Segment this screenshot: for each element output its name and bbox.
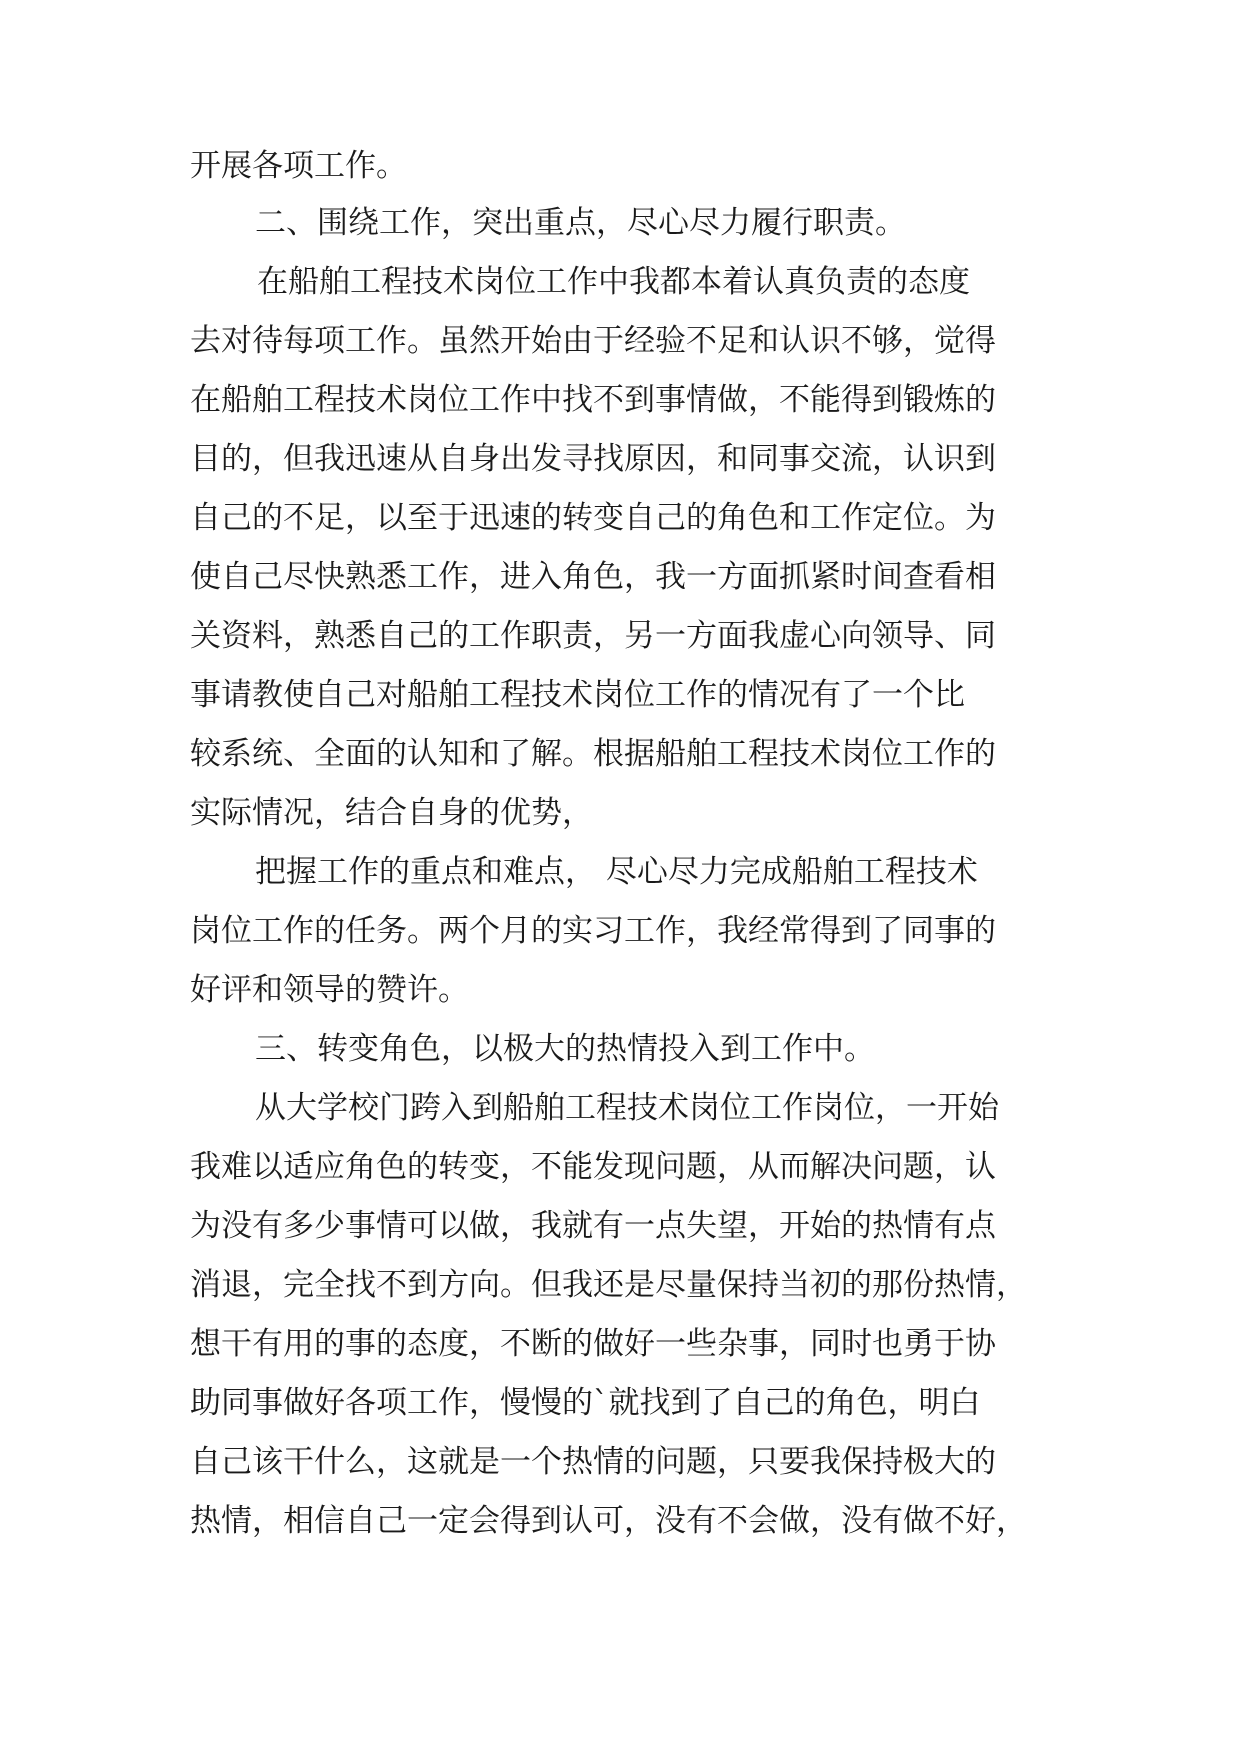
text-line: 热情，相信自己一定会得到认可，没有不会做，没有做不好，: [190, 1503, 1027, 1539]
text-line: 去对待每项工作。虽然开始由于经验不足和认识不够，觉得: [190, 323, 996, 359]
text-line: 岗位工作的任务。两个月的实习工作，我经常得到了同事的: [190, 913, 996, 949]
section-heading-3: 三、转变角色，以极大的热情投入到工作中。: [255, 1031, 875, 1067]
text-line: 在船舶工程技术岗位工作中我都本着认真负责的态度: [257, 264, 970, 300]
text-line: 开展各项工作。: [190, 148, 407, 184]
text-line: 自己该干什么，这就是一个热情的问题，只要我保持极大的: [190, 1444, 996, 1480]
text-line: 消退，完全找不到方向。但我还是尽量保持当初的那份热情，: [190, 1267, 1027, 1303]
text-line: 较系统、全面的认知和了解。根据船舶工程技术岗位工作的: [190, 736, 996, 772]
text-line: 自己的不足，以至于迅速的转变自己的角色和工作定位。为: [190, 500, 996, 536]
text-line: 事请教使自己对船舶工程技术岗位工作的情况有了一个比: [190, 677, 965, 713]
section-heading-2: 二、围绕工作，突出重点，尽心尽力履行职责。: [255, 205, 906, 241]
text-line: 关资料，熟悉自己的工作职责，另一方面我虚心向领导、同: [190, 618, 996, 654]
text-line: 想干有用的事的态度，不断的做好一些杂事，同时也勇于协: [190, 1326, 996, 1362]
text-line: 好评和领导的赞许。: [190, 972, 469, 1008]
text-line: 把握工作的重点和难点， 尽心尽力完成船舶工程技术: [255, 854, 978, 890]
text-line: 实际情况，结合自身的优势，: [190, 795, 593, 831]
text-line: 我难以适应角色的转变，不能发现问题，从而解决问题，认: [190, 1149, 996, 1185]
text-line: 从大学校门跨入到船舶工程技术岗位工作岗位，一开始: [255, 1090, 999, 1126]
text-line: 使自己尽快熟悉工作，进入角色，我一方面抓紧时间查看相: [190, 559, 996, 595]
text-line: 为没有多少事情可以做，我就有一点失望，开始的热情有点: [190, 1208, 996, 1244]
text-line: 目的，但我迅速从自身出发寻找原因，和同事交流，认识到: [190, 441, 996, 477]
text-line: 在船舶工程技术岗位工作中找不到事情做，不能得到锻炼的: [190, 382, 996, 418]
text-line: 助同事做好各项工作，慢慢的`就找到了自己的角色，明白: [190, 1385, 981, 1421]
